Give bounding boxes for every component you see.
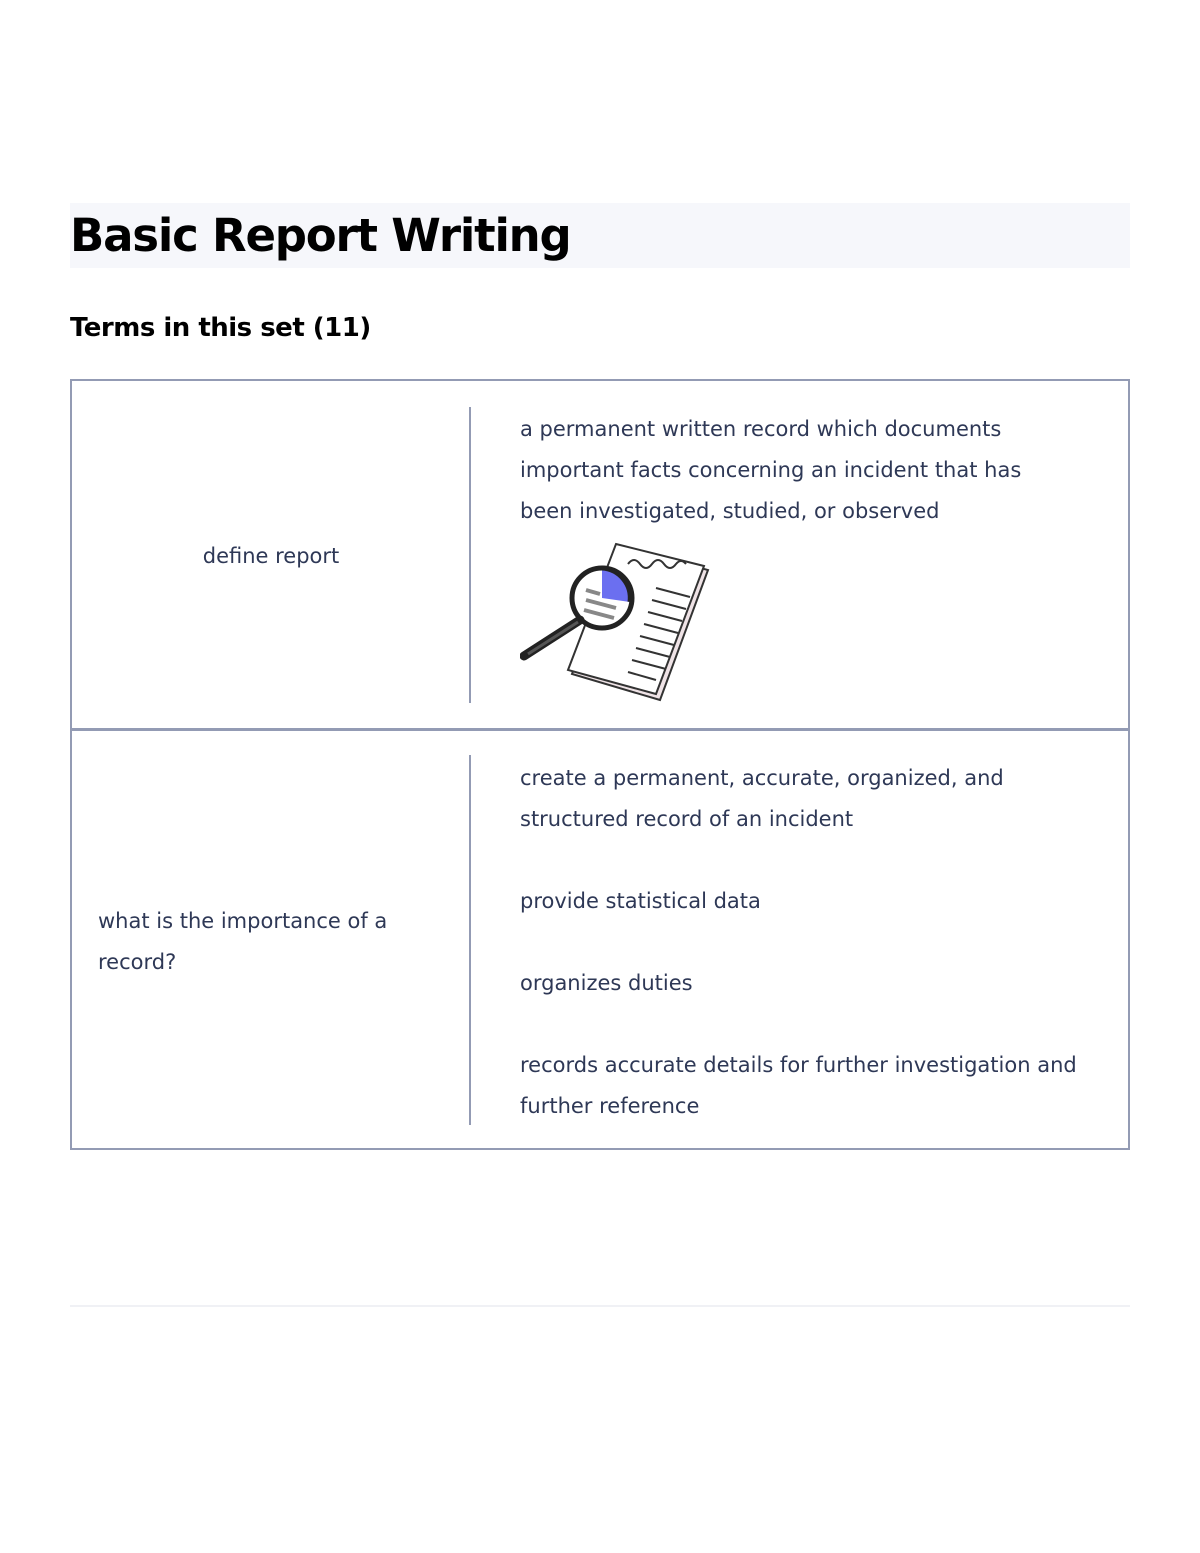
definition-line: create a permanent, accurate, organized, and structured record of an incident: [520, 766, 1004, 831]
page-title: Basic Report Writing: [70, 209, 571, 262]
flashcard: [70, 379, 1130, 731]
definition-line: records accurate details for further investigation and further reference: [520, 1053, 1077, 1118]
flashcard-term: what is the importance of a record?: [98, 909, 388, 974]
card-divider: [469, 407, 471, 703]
definition-line: provide statistical data: [520, 889, 761, 913]
flashcard: [70, 728, 1130, 1150]
flashcard-definition: [520, 758, 1080, 1127]
terms-count-heading: Terms in this set (11): [70, 313, 371, 343]
definition-text: a permanent written record which documents important facts concerning an incident that has been investigated, studied, or observed: [520, 417, 1022, 523]
magnifying-glass-document-icon: [520, 542, 712, 702]
flashcard-definition: [520, 409, 1080, 532]
flashcard-term: define report: [202, 544, 340, 568]
card-divider: [469, 755, 471, 1125]
definition-line: organizes duties: [520, 971, 693, 995]
footer-divider: [70, 1305, 1130, 1307]
